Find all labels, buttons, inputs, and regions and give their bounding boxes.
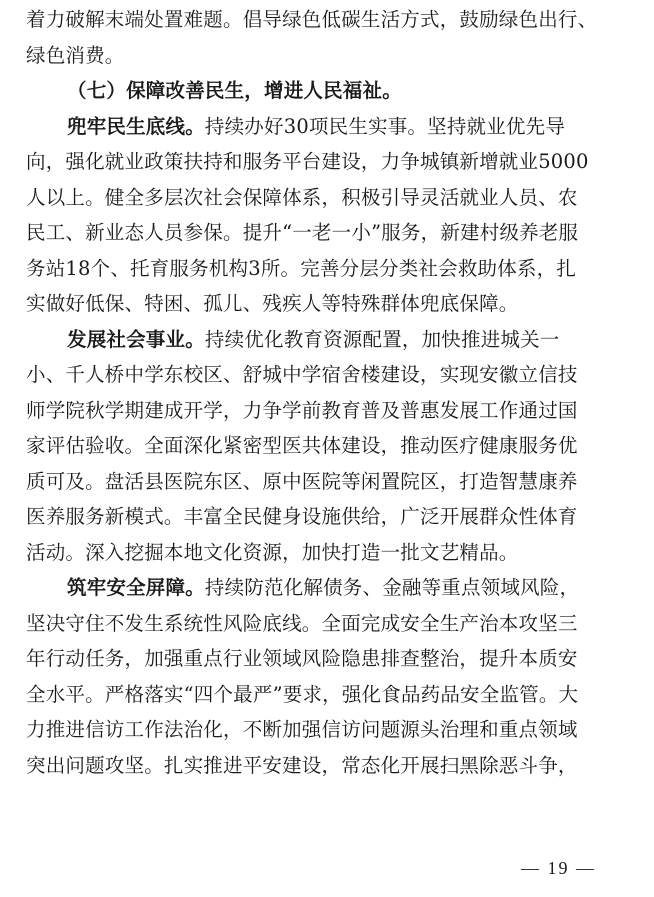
section-heading: （七）保障改善民生，增进人民福祉。 xyxy=(67,79,402,102)
text-line: 向，强化就业政策扶持和服务平台建设，力争城镇新增就业5000 xyxy=(26,150,589,173)
text-line: 绿色消费。 xyxy=(26,43,125,67)
text-line: 活动。深入挖掘本地文化资源，加快打造一批文艺精品。 xyxy=(26,540,519,564)
text-line: 力推进信访工作法治化，不断加强信访问题源头治理和重点领域 xyxy=(26,718,578,741)
paragraph-text: 持续优化教育资源配置，加快推进城关一 xyxy=(204,327,560,351)
text-line: 年行动任务，加强重点行业领域风险隐患排查整治，提升本质安 xyxy=(26,647,578,670)
paragraph-lead: 兜牢民生底线。 xyxy=(67,114,205,138)
text-line: 民工、新业态人员参保。提升“一老一小”服务，新建村级养老服 xyxy=(26,221,579,244)
text-line: 实做好低保、特困、孤儿、残疾人等特殊群体兜底保障。 xyxy=(26,292,519,315)
paragraph-lead: 筑牢安全屏障。 xyxy=(67,576,205,599)
paragraph-lead: 发展社会事业。 xyxy=(67,327,205,351)
paragraph-first-line xyxy=(26,322,636,358)
text-line: 质可及。盘活县医院东区、原中医院等闲置院区，打造智慧康养 xyxy=(26,469,578,493)
page-number: — 19 — xyxy=(521,858,596,878)
paragraph-text: 持续防范化解债务、金融等重点领域风险， xyxy=(204,576,580,599)
text-line: 全水平。严格落实“四个最严”要求，强化食品药品安全监管。大 xyxy=(26,682,579,706)
paragraph-text: 持续办好30项民生实事。坚持就业优先导 xyxy=(204,114,566,138)
text-line: 人以上。健全多层次社会保障体系，积极引导灵活就业人员、农 xyxy=(26,185,578,209)
document-page xyxy=(26,2,636,783)
text-line: 小、千人桥中学东校区、舒城中学宿舍楼建设，实现安徽立信技 xyxy=(26,363,578,386)
text-line: 着力破解末端处置难题。倡导绿色低碳生活方式，鼓励绿色出行、 xyxy=(26,8,598,31)
text-line: 医养服务新模式。丰富全民健身设施供给，广泛开展群众性体育 xyxy=(26,505,578,528)
text-line: 突出问题攻坚。扎实推进平安建设，常态化开展扫黑除恶斗争， xyxy=(26,753,578,777)
paragraph-first-line xyxy=(26,570,636,606)
text-line: 师学院秋学期建成开学，力争学前教育普及普惠发展工作通过国 xyxy=(26,398,578,422)
paragraph-first-line xyxy=(26,109,636,145)
text-line: 务站18个、托育服务机构3所。完善分层分类社会救助体系，扎 xyxy=(26,256,577,280)
text-line: 家评估验收。全面深化紧密型医共体建设，推动医疗健康服务优 xyxy=(26,434,578,457)
text-line: 坚决守住不发生系统性风险底线。全面完成安全生产治本攻坚三 xyxy=(26,611,578,635)
